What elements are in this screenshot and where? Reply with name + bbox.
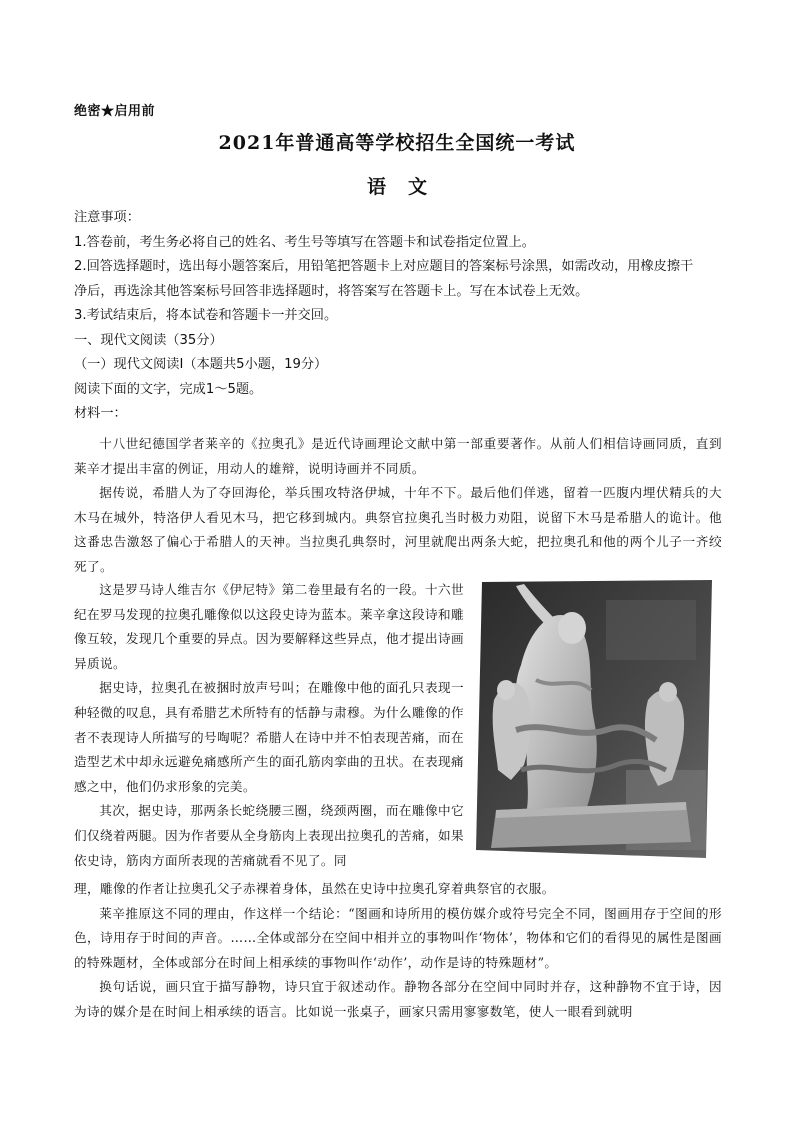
- paragraph-5: 其次，据史诗，那两条长蛇绕腰三圈，绕颈两圈，而在雕像中它们仅绕着两腿。因为作者要从全身筋肉上表现出拉奥孔的苦痛，如果依史诗，筋肉方面所表现的苦痛就看不见了。同: [74, 803, 464, 868]
- passage-intro: [74, 432, 722, 580]
- instructions-block: [74, 206, 724, 427]
- note-item-1: 1.答卷前，考生务必将自己的姓名、考生号等填写在答题卡和试卷指定位置上。: [74, 234, 535, 250]
- exam-title: 2021年普通高等学校招生全国统一考试: [218, 132, 576, 154]
- passage-continued: [74, 877, 722, 1025]
- note-item-3: 3.考试结束后，将本试卷和答题卡一并交回。: [74, 308, 338, 323]
- paragraph-4: 据史诗，拉奥孔在被捆时放声号叫；在雕像中他的面孔只表现一种轻微的叹息，具有希腊艺术所特有的恬静与肃穆。为什么雕像的作者不表现诗人所描写的号啕呢？希腊人在诗中并不怕表现苦痛，而在造型艺术中却永远避免痛感所产生的面孔筋肉挛曲的丑状。在表现痛感之中，他们仍求形象的完美。: [74, 680, 464, 794]
- paragraph-2: 据传说，希腊人为了夺回海伦，举兵围攻特洛伊城，十年不下。最后他们佯逃，留着一匹腹内埋伏精兵的大木马在城外，特洛伊人看见木马，把它移到城内。典祭官拉奥孔当时极力劝阻，说留下木马是希腊人的诡计。他这番忠告激怒了偏心于希腊人的天神。当拉奥孔典祭时，河里就爬出两条大蛇，把拉奥孔和他的两个儿子一齐绞死了。: [74, 485, 722, 574]
- paragraph-5-continued: 理，雕像的作者让拉奥孔父子赤裸着身体，虽然在史诗中拉奥孔穿着典祭官的衣服。: [74, 881, 555, 896]
- passage-wrapped: [74, 578, 464, 873]
- paragraph-1: 十八世纪德国学者莱辛的《拉奥孔》是近代诗画理论文献中第一部重要著作。从前人们相信诗画同质，直到莱辛才提出丰富的例证，用动人的雄辩，说明诗画并不同质。: [74, 436, 722, 476]
- paragraph-3: 这是罗马诗人维吉尔《伊尼特》第二卷里最有名的一段。十六世纪在罗马发现的拉奥孔雕像似以这段史诗为蓝本。莱辛拿这段诗和雕像互较，发现几个重要的异点。因为要解释这些异点，他才提出诗画异质说。: [74, 582, 464, 671]
- notes-heading: 注意事项：: [74, 210, 140, 225]
- subject-title: 语文: [366, 176, 449, 198]
- subsection-heading: （一）现代文阅读Ⅰ（本题共5小题，19分）: [74, 357, 328, 372]
- paragraph-6: 莱辛推原这不同的理由，作这样一个结论：“图画和诗所用的模仿媒介或符号完全不同，图画用存于空间的形色，诗用存于时间的声音。……全体或部分在空间中相并立的事物叫作‘物体’，物体和它们的看得见的属性是图画的特殊题材，全体或部分在时间上相承续的事物叫作‘动作’，动作是诗的特殊题材”。: [74, 905, 722, 970]
- note-item-2-line-1: 2.回答选择题时，选出每小题答案后，用铅笔把答题卡上对应题目的答案标号涂黑，如需改动，用橡皮擦干: [74, 259, 694, 274]
- material-label: 材料一：: [74, 406, 127, 421]
- laocoon-sculpture-photo: [476, 580, 712, 858]
- paragraph-7: 换句话说，画只宜于描写静物，诗只宜于叙述动作。静物各部分在空间中同时并存，这种静物不宜于诗，因为诗的媒介是在时间上相承续的语言。比如说一张桌子，画家只需用寥寥数笔，使人一眼看到就明: [74, 979, 722, 1019]
- section-heading: 一、现代文阅读（35分）: [74, 332, 223, 348]
- note-item-2-line-2: 净后，再选涂其他答案标号回答非选择题时，将答案写在答题卡上。写在本试卷上无效。: [74, 283, 589, 299]
- confidential-label: 绝密★启用前: [74, 104, 156, 119]
- reading-instruction: 阅读下面的文字，完成1～5题。: [74, 381, 263, 397]
